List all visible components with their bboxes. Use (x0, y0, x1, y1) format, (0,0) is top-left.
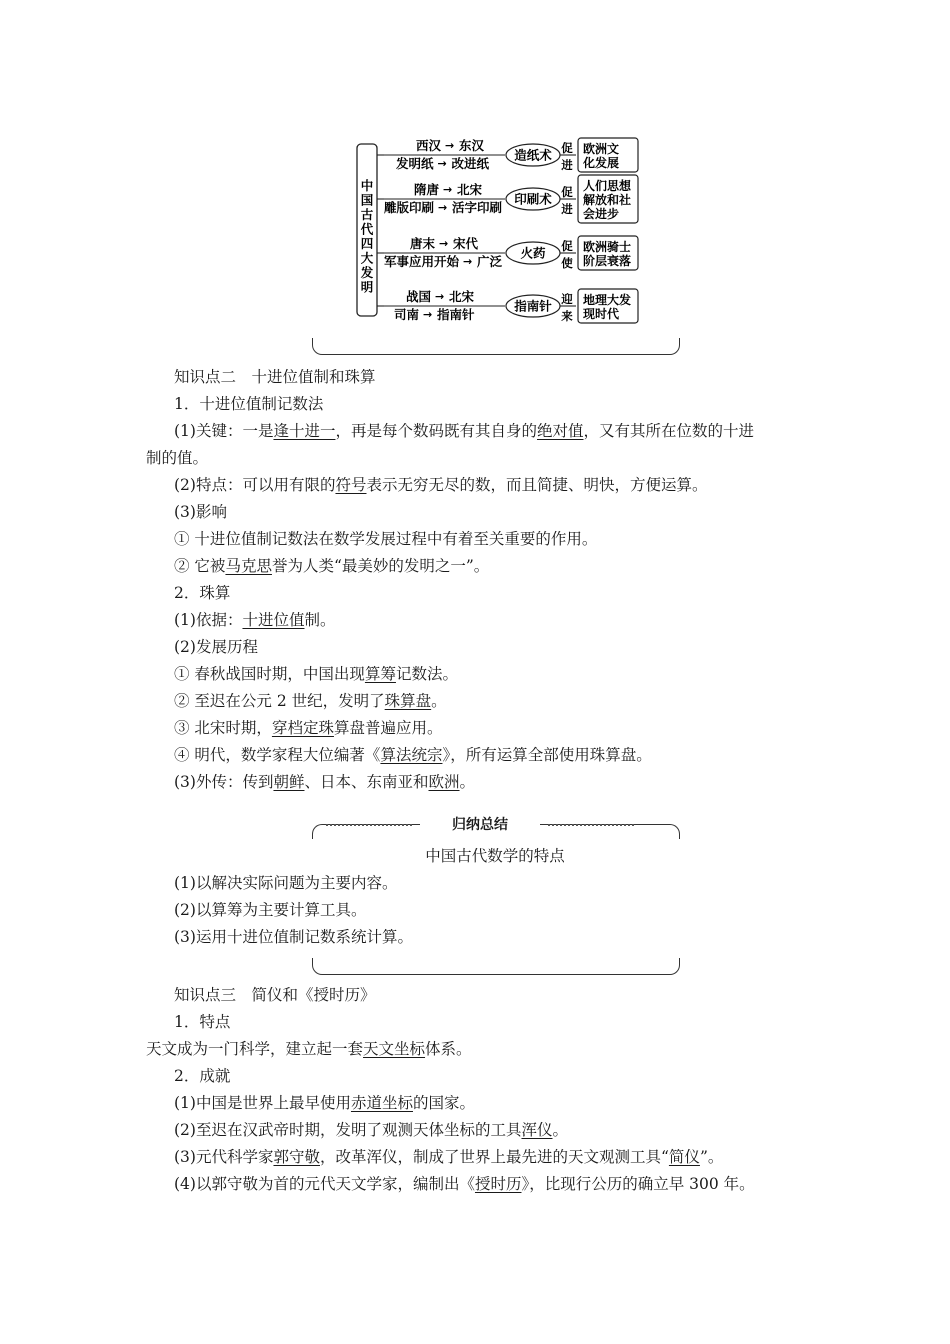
verb-char-2: 进 (561, 202, 573, 216)
root-label-char: 四 (360, 236, 374, 251)
answer-blank: 马克思 (225, 557, 272, 575)
verb-char-1: 促 (561, 141, 573, 155)
arrow-icon: → (435, 290, 445, 303)
row-top-from: 唐末 (410, 236, 436, 251)
diagram-root (357, 138, 638, 323)
summary-label: 归纳总结 (420, 816, 540, 834)
root-label-char: 古 (360, 207, 374, 222)
kp3-p1: (1)中国是世界上最早使用赤道坐标的国家。 (174, 1094, 475, 1112)
row-bottom-from: 雕版印刷 (384, 200, 435, 215)
arrow-icon: → (438, 201, 448, 214)
effect-line: 地理大发 (583, 293, 632, 307)
effect-line: 解放和社 (583, 193, 632, 207)
effect-line: 欧洲骑士 (583, 240, 632, 254)
kp2-s1-p3: (3)影响 (174, 503, 227, 521)
verb-char-2: 使 (561, 256, 573, 270)
verb-char-1: 促 (561, 185, 573, 199)
answer-blank: 符号 (335, 476, 367, 494)
diagram-bottom-bracket (312, 338, 680, 355)
row-bottom-from: 发明纸 (396, 156, 434, 171)
summary-item: (1)以解决实际问题为主要内容。 (174, 874, 398, 892)
summary-title: 中国古代数学的特点 (425, 847, 565, 865)
invention-label: 印刷术 (514, 191, 552, 207)
answer-blank: 简仪 (668, 1148, 700, 1166)
answer-blank: 朝鲜 (273, 773, 305, 791)
kp2-s2-title: 2．珠算 (174, 584, 231, 602)
kp2-s1-p2: (2)特点：可以用有限的符号表示无穷无尽的数，而且简捷、明快，方便运算。 (174, 476, 708, 494)
row-bottom-to: 指南针 (437, 307, 475, 322)
kp2-s2-p1: (1)依据：十进位值制。 (174, 611, 336, 629)
kp2-s2-p2: (2)发展历程 (174, 638, 258, 656)
row-bottom-to: 活字印刷 (452, 200, 503, 215)
effect-line: 化发展 (583, 156, 620, 170)
root-label-char: 中 (360, 178, 374, 193)
answer-blank: 珠算盘 (384, 692, 432, 710)
kp2-s1-title: 1．十进位值制记数法 (174, 395, 324, 413)
four-inventions-diagram (0, 0, 950, 340)
summary-bottom-bracket (312, 958, 680, 975)
verb-char-2: 来 (561, 309, 573, 323)
row-bottom-to: 广泛 (477, 254, 503, 269)
answer-blank: 穿档定珠 (271, 719, 334, 737)
arrow-icon: → (445, 139, 455, 152)
root-label-char: 大 (360, 250, 374, 266)
kp2-s2-p2-2: ② 至迟在公元 2 世纪，发明了珠算盘。 (174, 692, 447, 710)
arrow-icon: → (439, 237, 449, 250)
answer-blank: 算筹 (364, 665, 396, 683)
answer-blank: 浑仪 (521, 1121, 553, 1139)
answer-blank: 郭守敬 (273, 1148, 320, 1166)
root-label-char: 发 (360, 265, 374, 280)
summary-item: (2)以算筹为主要计算工具。 (174, 901, 367, 919)
kp2-s2-p2-4: ④ 明代，数学家程大位编著《算法统宗》，所有运算全部使用珠算盘。 (174, 746, 652, 764)
effect-line: 阶层衰落 (583, 254, 632, 268)
kp2-heading: 知识点二 十进位值制和珠算 (174, 368, 376, 386)
kp3-p4: (4)以郭守敬为首的元代天文学家，编制出《授时历》，比现行公历的确立早 300 年。 (174, 1175, 755, 1193)
kp3-p2: (2)至迟在汉武帝时期，发明了观测天体坐标的工具浑仪。 (174, 1121, 568, 1139)
kp2-s1-p3-1: ① 十进位值制记数法在数学发展过程中有着至关重要的作用。 (174, 530, 598, 548)
kp2-s2-p3: (3)外传：传到朝鲜、日本、东南亚和欧洲。 (174, 773, 476, 791)
arrow-icon: → (463, 255, 473, 268)
invention-label: 造纸术 (514, 147, 552, 163)
effect-line: 会进步 (583, 207, 620, 221)
row-bottom-from: 司南 (394, 307, 420, 322)
kp2-s2-p2-1: ① 春秋战国时期，中国出现算筹记数法。 (174, 665, 458, 683)
root-label-char: 国 (360, 192, 374, 208)
row-top-from: 战国 (406, 289, 432, 304)
verb-char-1: 迎 (561, 292, 573, 306)
root-label-char: 代 (360, 221, 374, 237)
effect-line: 人们思想 (583, 179, 632, 193)
kp3-heading: 知识点三 简仪和《授时历》 (174, 986, 376, 1004)
root-label-char: 明 (360, 279, 374, 295)
answer-blank: 欧洲 (428, 773, 460, 791)
answer-blank: 赤道坐标 (350, 1094, 413, 1112)
answer-blank: 绝对值 (537, 422, 584, 440)
arrow-icon: → (443, 183, 453, 196)
kp2-s2-p2-3: ③ 北宋时期，穿档定珠算盘普遍应用。 (174, 719, 443, 737)
invention-label: 火药 (520, 245, 546, 261)
row-top-to: 北宋 (449, 289, 475, 304)
kp2-s1-p3-2: ② 它被马克思誉为人类“最美妙的发明之一”。 (174, 557, 490, 575)
effect-line: 欧洲文 (583, 142, 620, 156)
kp3-p3: (3)元代科学家郭守敬，改革浑仪，制成了世界上最先进的天文观测工具“简仪”。 (174, 1148, 724, 1166)
kp3-s1-p: 天文成为一门科学，建立起一套天文坐标体系。 (146, 1040, 472, 1058)
row-bottom-from: 军事应用开始 (384, 254, 460, 269)
arrow-icon: → (437, 157, 447, 170)
kp2-s1-p1: (1)关键：一是逢十进一，再是每个数码既有其自身的绝对值，又有其所在位数的十进 (174, 422, 755, 440)
verb-char-2: 进 (561, 158, 573, 172)
row-bottom-to: 改进纸 (451, 156, 490, 171)
answer-blank: 逢十进一 (273, 422, 336, 440)
summary-item: (3)运用十进位值制记数系统计算。 (174, 928, 413, 946)
answer-blank: 授时历 (474, 1175, 522, 1193)
answer-blank: 算法统宗 (380, 746, 443, 764)
row-top-from: 隋唐 (414, 182, 440, 197)
summary-dots-left (326, 824, 412, 826)
kp2-s1-p1-cont: 制的值。 (146, 449, 209, 467)
effect-line: 现时代 (583, 307, 620, 321)
arrow-icon: → (423, 308, 433, 321)
answer-blank: 十进位值 (242, 611, 305, 629)
row-top-from: 西汉 (416, 138, 442, 153)
kp3-s2-title: 2．成就 (174, 1067, 231, 1085)
verb-char-1: 促 (561, 239, 573, 253)
summary-dots-right (548, 824, 634, 826)
row-top-to: 北宋 (457, 182, 483, 197)
row-top-to: 宋代 (453, 236, 479, 251)
kp3-s1-title: 1．特点 (174, 1013, 231, 1031)
answer-blank: 天文坐标 (363, 1040, 426, 1058)
row-top-to: 东汉 (459, 138, 485, 153)
invention-label: 指南针 (514, 298, 552, 314)
